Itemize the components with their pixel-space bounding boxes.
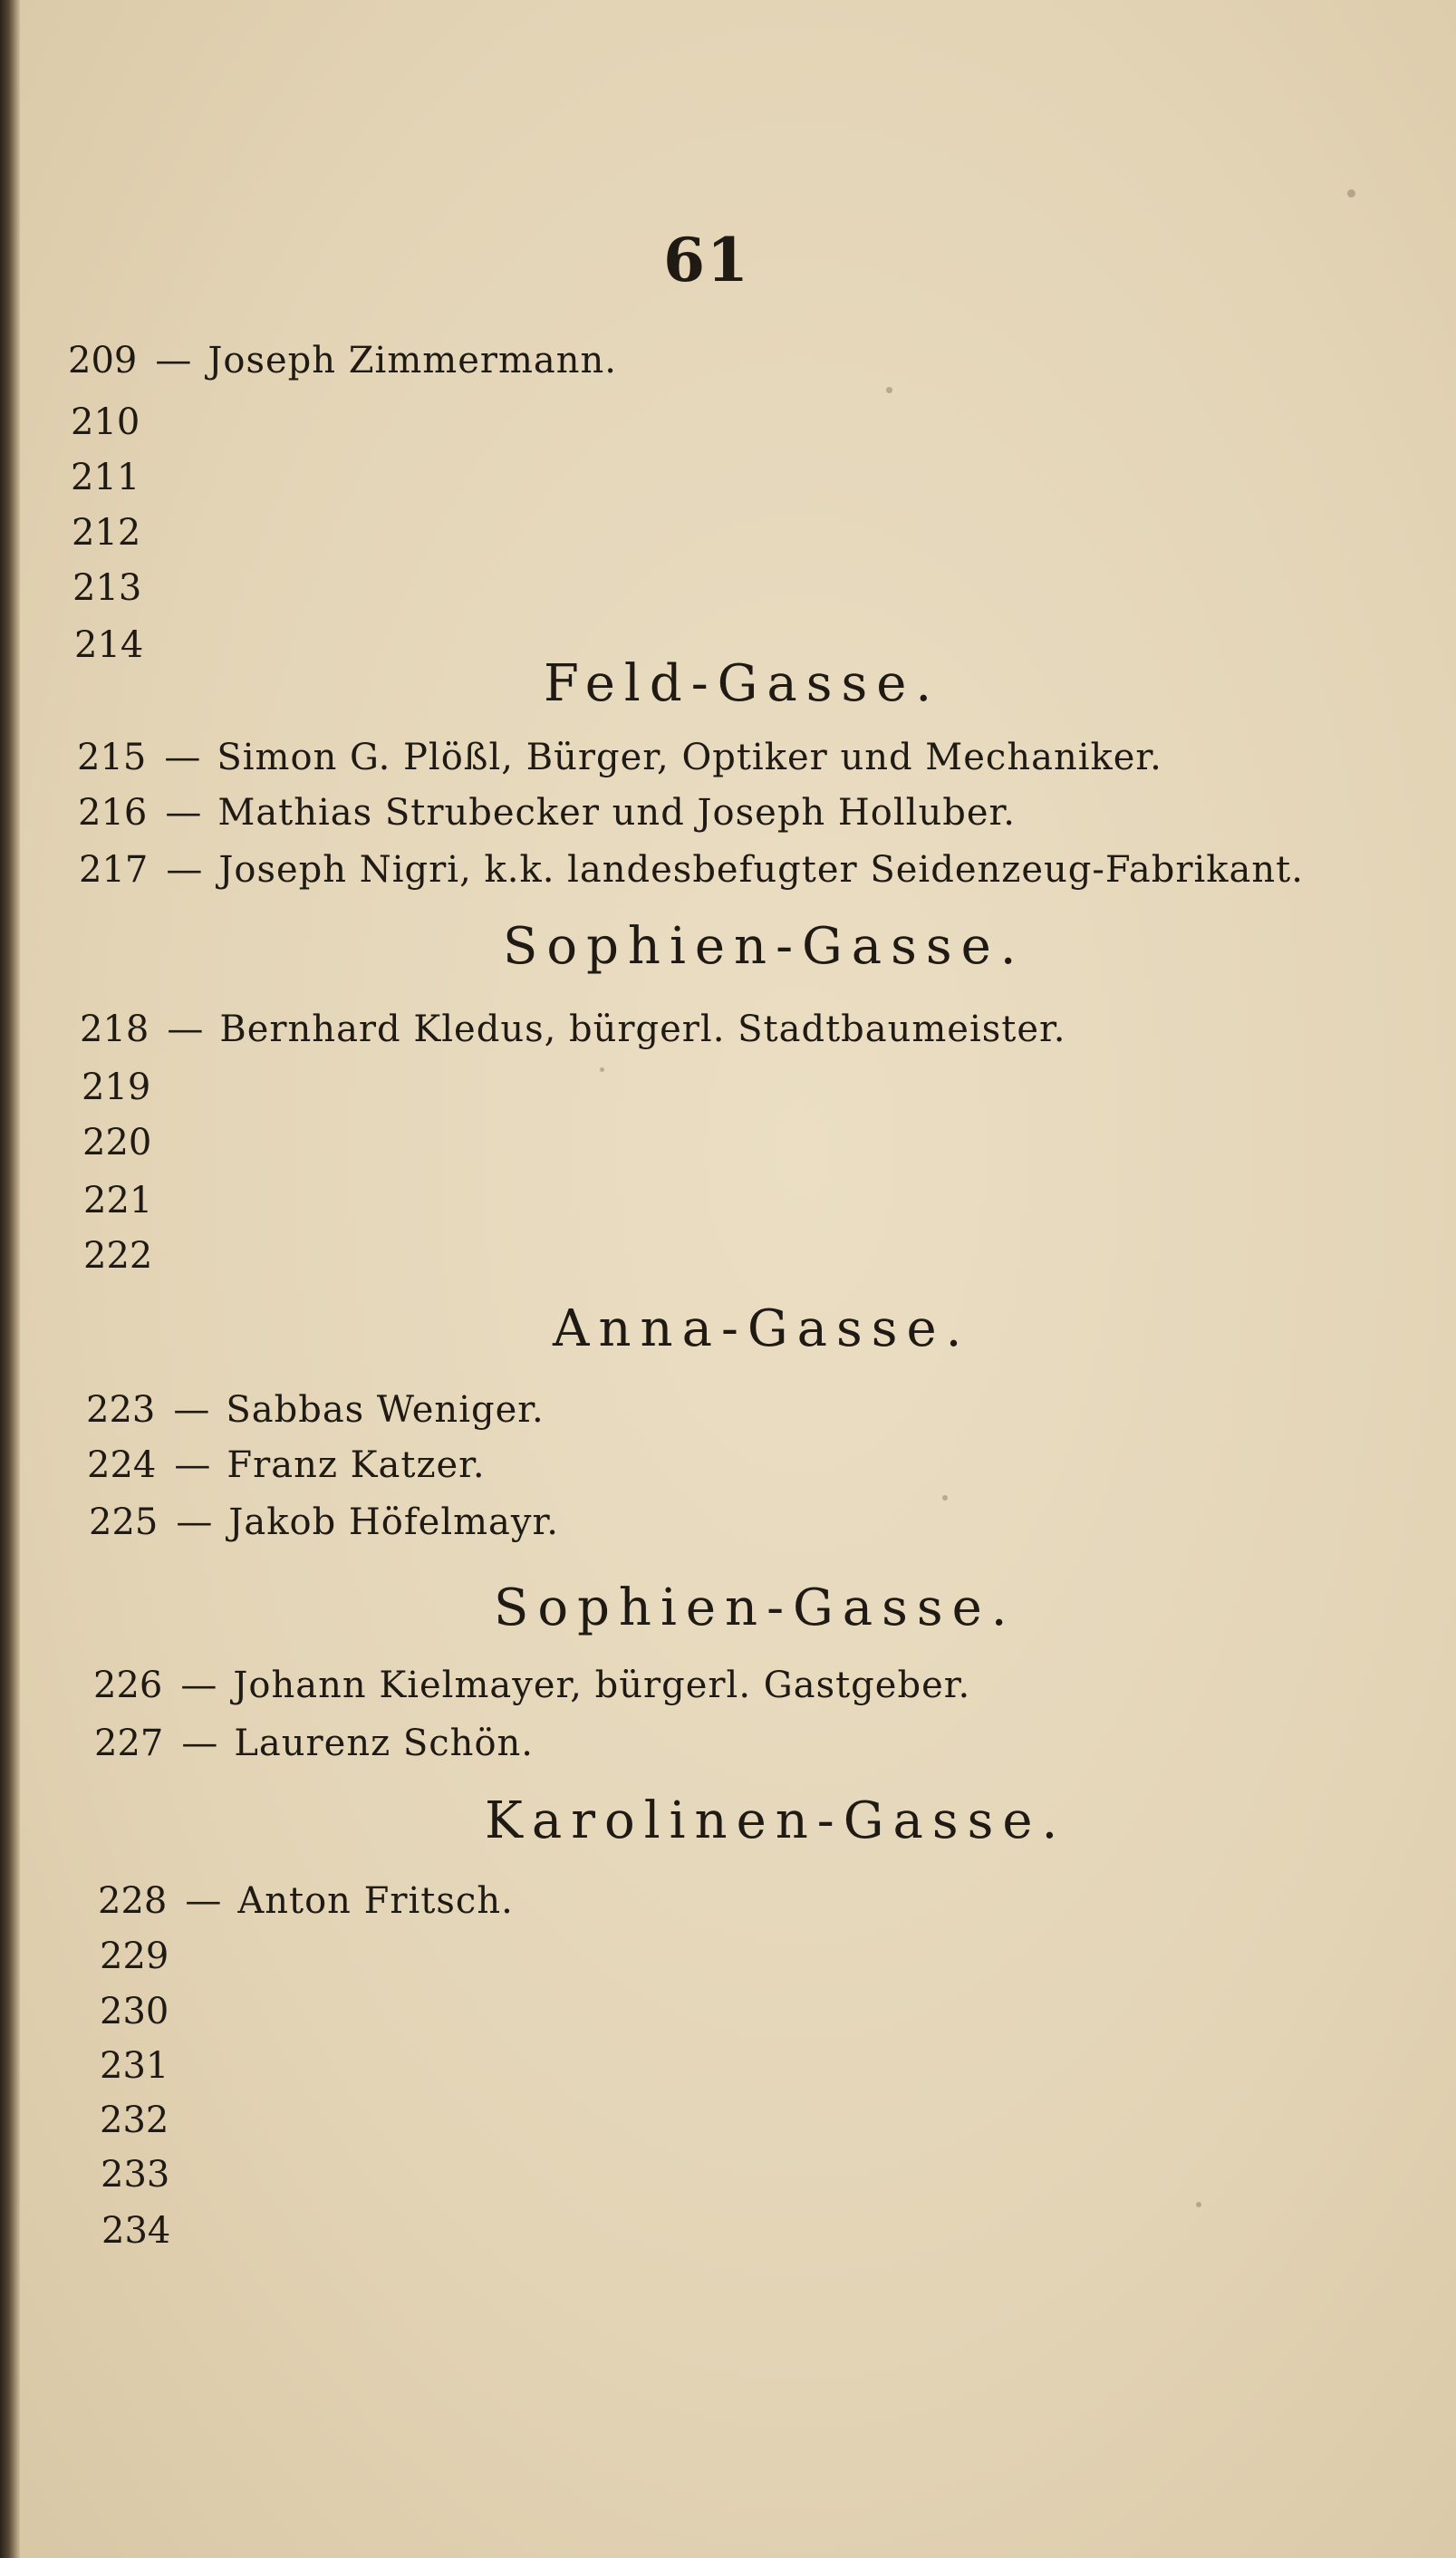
- house-number: 215: [77, 737, 147, 778]
- house-number: 214: [74, 624, 144, 666]
- entry-dash: —: [174, 1444, 211, 1486]
- entry-dash: —: [155, 340, 192, 381]
- entry-dash: —: [167, 1009, 204, 1050]
- house-number: 233: [101, 2154, 170, 2196]
- house-entry: [68, 333, 617, 388]
- house-entry: [72, 506, 140, 560]
- entry-dash: —: [181, 1723, 218, 1764]
- resident-name: Joseph Zimmermann.: [207, 340, 618, 381]
- house-number: 226: [93, 1665, 163, 1706]
- house-number: 216: [78, 792, 148, 834]
- house-number: 210: [71, 401, 140, 443]
- house-entry: [89, 1495, 559, 1549]
- house-entry: [93, 1658, 970, 1713]
- house-entry: [80, 1002, 1065, 1057]
- house-entry: [94, 1716, 534, 1771]
- resident-name: Anton Fritsch.: [237, 1880, 514, 1922]
- entry-dash: —: [165, 792, 202, 834]
- street-heading: Sophien-Gasse.: [494, 1578, 1017, 1637]
- resident-name: Laurenz Schön.: [234, 1723, 534, 1764]
- house-entry: [78, 786, 1016, 840]
- resident-name: Mathias Strubecker und Joseph Holluber.: [217, 792, 1016, 834]
- entry-dash: —: [176, 1501, 213, 1543]
- entry-dash: —: [173, 1389, 210, 1431]
- house-number: 218: [80, 1009, 149, 1050]
- house-number: 220: [82, 1122, 152, 1163]
- house-number: 212: [72, 512, 141, 554]
- entry-dash: —: [180, 1665, 217, 1706]
- house-number: 222: [83, 1235, 153, 1277]
- house-entry: [71, 450, 140, 505]
- resident-name: Simon G. Plößl, Bürger, Optiker und Mechaniker.: [217, 737, 1162, 778]
- house-number: 227: [94, 1723, 164, 1764]
- house-number: 217: [79, 849, 149, 891]
- house-number: 231: [100, 2045, 169, 2087]
- house-number: 230: [100, 1991, 169, 2032]
- street-heading: Anna-Gasse.: [553, 1299, 971, 1358]
- house-entry: [77, 730, 1162, 785]
- house-entry: [82, 1060, 150, 1115]
- house-entry: [100, 2093, 169, 2148]
- house-number: 211: [71, 457, 140, 498]
- page-binding-edge: [0, 0, 20, 2558]
- entry-dash: —: [164, 737, 201, 778]
- house-number: 228: [98, 1880, 168, 1922]
- house-number: 213: [72, 567, 142, 609]
- resident-name: Jakob Höfelmayr.: [228, 1501, 559, 1543]
- house-number: 232: [100, 2099, 169, 2141]
- house-number: 229: [100, 1935, 169, 1977]
- street-heading: Sophien-Gasse.: [503, 917, 1026, 976]
- paper-speck: [1196, 2202, 1201, 2207]
- resident-name: Joseph Nigri, k.k. landesbefugter Seidenzeug-Fabrikant.: [218, 849, 1304, 891]
- house-entry: [100, 1984, 169, 2039]
- page-number: 61: [663, 225, 750, 295]
- house-entry: [100, 1929, 169, 1984]
- paper-speck: [942, 1495, 948, 1501]
- house-number: 234: [101, 2210, 171, 2252]
- house-entry: [98, 1874, 514, 1928]
- street-heading: Karolinen-Gasse.: [485, 1791, 1067, 1850]
- street-heading: Feld-Gasse.: [544, 654, 941, 713]
- house-entry: [87, 1438, 486, 1492]
- house-entry: [74, 618, 143, 672]
- entry-dash: —: [185, 1880, 222, 1922]
- paper-speck: [1347, 189, 1355, 198]
- house-number: 219: [82, 1067, 151, 1108]
- house-entry: [71, 395, 140, 449]
- entry-dash: —: [166, 849, 203, 891]
- house-entry: [101, 2148, 169, 2202]
- resident-name: Johann Kielmayer, bürgerl. Gastgeber.: [233, 1665, 971, 1706]
- house-number: 223: [86, 1389, 156, 1431]
- house-number: 225: [89, 1501, 159, 1543]
- house-entry: [83, 1229, 152, 1283]
- house-entry: [101, 2204, 170, 2258]
- house-number: 224: [87, 1444, 157, 1486]
- house-entry: [83, 1173, 152, 1228]
- resident-name: Sabbas Weniger.: [226, 1389, 545, 1431]
- house-entry: [79, 843, 1304, 897]
- paper-speck: [886, 387, 892, 393]
- house-number: 209: [68, 340, 138, 381]
- house-entry: [100, 2039, 169, 2093]
- resident-name: Bernhard Kledus, bürgerl. Stadtbaumeister.: [219, 1009, 1066, 1050]
- resident-name: Franz Katzer.: [227, 1444, 486, 1486]
- paper-speck: [600, 1067, 604, 1072]
- house-entry: [72, 561, 141, 615]
- house-entry: [82, 1115, 151, 1170]
- house-entry: [86, 1383, 545, 1437]
- house-number: 221: [83, 1180, 153, 1221]
